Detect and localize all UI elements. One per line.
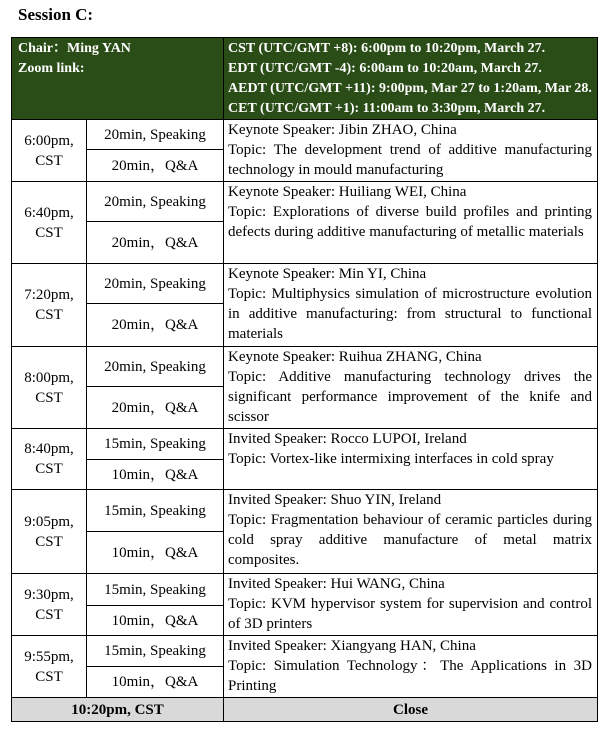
schedule-table [11, 37, 598, 722]
table-row [12, 429, 598, 460]
header-row [12, 38, 598, 120]
footer-row [12, 698, 598, 722]
time-zone-aedt: AEDT (UTC/GMT +11): 9:00pm, Mar 27 to 1:20am, Mar 28. [228, 81, 592, 96]
talk-topic: Topic: Fragmentation behaviour of ceramic particles during cold spray additive manufacture of metal matrix composites. [228, 512, 593, 568]
slot-time: 9:30pm, CST [12, 574, 87, 636]
qa-duration: 10min，Q&A [87, 667, 224, 698]
table-row [12, 636, 598, 667]
chair-label: Chair：Ming YAN [18, 41, 131, 56]
slot-time: 9:05pm, CST [12, 490, 87, 574]
speaker-name: Invited Speaker: Shuo YIN, Ireland [228, 492, 442, 508]
talk-topic: Topic: Vortex-like intermixing interfaces in cold spray [228, 451, 554, 467]
slot-time: 9:55pm, CST [12, 636, 87, 698]
time-zone-edt: EDT (UTC/GMT -4): 6:00am to 10:20am, March 27. [228, 61, 542, 76]
close-time: 10:20pm, CST [12, 698, 224, 722]
slot-time: 6:40pm, CST [12, 182, 87, 264]
speaking-duration: 15min, Speaking [87, 574, 224, 606]
talk-topic: Topic: Simulation Technology：The Applications in 3D Printing [228, 658, 593, 694]
qa-duration: 20min，Q&A [87, 387, 224, 429]
talk-description [224, 347, 598, 429]
talk-topic: Topic: KVM hypervisor system for supervision and control of 3D printers [228, 596, 593, 632]
speaking-duration: 20min, Speaking [87, 264, 224, 304]
qa-duration: 20min，Q&A [87, 304, 224, 347]
slot-time: 8:00pm, CST [12, 347, 87, 429]
speaker-name: Keynote Speaker: Jibin ZHAO, China [228, 122, 457, 138]
table-row [12, 574, 598, 606]
time-zones-cell [224, 38, 598, 120]
slot-time: 8:40pm, CST [12, 429, 87, 490]
zoom-link-label: Zoom link: [18, 61, 85, 76]
table-row [12, 347, 598, 387]
talk-description [224, 574, 598, 636]
speaking-duration: 20min, Speaking [87, 347, 224, 387]
speaker-name: Keynote Speaker: Min YI, China [228, 266, 427, 282]
talk-description [224, 182, 598, 264]
speaker-name: Invited Speaker: Xiangyang HAN, China [228, 638, 476, 654]
table-row [12, 120, 598, 150]
slot-time: 7:20pm, CST [12, 264, 87, 347]
table-row [12, 490, 598, 532]
talk-description [224, 429, 598, 490]
talk-topic: Topic: The development trend of additive manufacturing technology in mould manufacturing [228, 142, 593, 178]
close-label: Close [224, 698, 598, 722]
talk-description [224, 120, 598, 182]
qa-duration: 20min，Q&A [87, 222, 224, 264]
speaker-name: Keynote Speaker: Ruihua ZHANG, China [228, 349, 482, 365]
table-row [12, 182, 598, 222]
talk-topic: Topic: Additive manufacturing technology drives the significant performance improvement of the knife and scissor [228, 369, 593, 425]
session-title: Session C: [18, 5, 94, 24]
qa-duration: 20min，Q&A [87, 150, 224, 182]
qa-duration: 10min，Q&A [87, 532, 224, 574]
speaking-duration: 20min, Speaking [87, 182, 224, 222]
speaking-duration: 15min, Speaking [87, 490, 224, 532]
table-row [12, 264, 598, 304]
speaking-duration: 20min, Speaking [87, 120, 224, 150]
talk-topic: Topic: Explorations of diverse build profiles and printing defects during additive manufacturing of metallic materials [228, 204, 593, 240]
talk-description [224, 264, 598, 347]
speaking-duration: 15min, Speaking [87, 429, 224, 460]
speaker-name: Invited Speaker: Hui WANG, China [228, 576, 445, 592]
qa-duration: 10min，Q&A [87, 606, 224, 636]
speaker-name: Invited Speaker: Rocco LUPOI, Ireland [228, 431, 467, 447]
speaker-name: Keynote Speaker: Huiliang WEI, China [228, 184, 467, 200]
time-zone-cst: CST (UTC/GMT +8): 6:00pm to 10:20pm, March 27. [228, 41, 546, 56]
speaking-duration: 15min, Speaking [87, 636, 224, 667]
time-zone-cet: CET (UTC/GMT +1): 11:00am to 3:30pm, March 27. [228, 101, 546, 116]
talk-topic: Topic: Multiphysics simulation of microstructure evolution in additive manufacturing: from structural to functional materials [228, 286, 593, 342]
talk-description [224, 636, 598, 698]
talk-description [224, 490, 598, 574]
chair-cell [12, 38, 224, 120]
slot-time: 6:00pm, CST [12, 120, 87, 182]
qa-duration: 10min，Q&A [87, 460, 224, 490]
